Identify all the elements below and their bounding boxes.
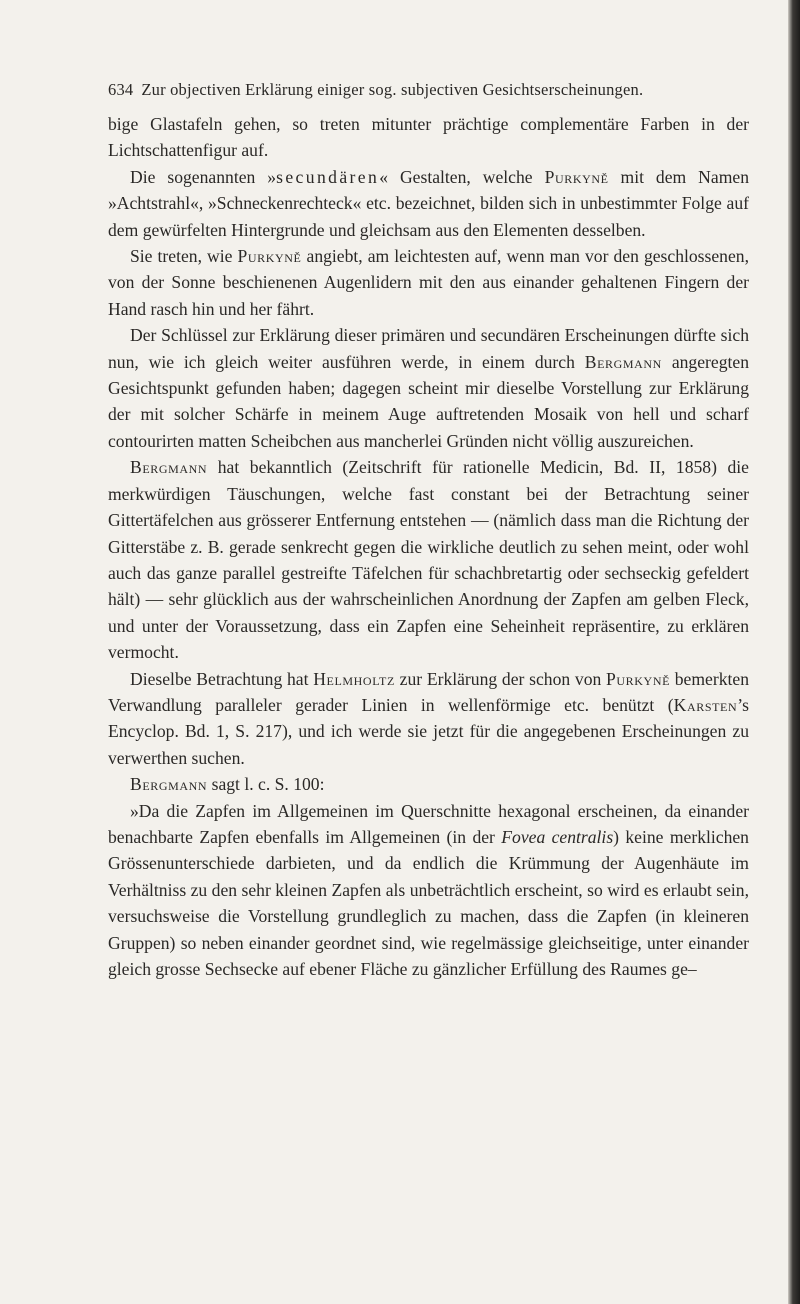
paragraph-8: »Da die Zapfen im Allgemeinen im Querschnitte hexagonal erscheinen, da einander benachbarte Zapfen ebenfalls im Allgemeinen (in der Fovea centralis) keine merklichen Grössenunterschiede darbieten, und da endlich die Krümmung der Augenhäute im Verhältniss zu den sehr kleinen Zapfen als unbeträchtlich erscheint, so wird es erlaubt sein, versuchsweise die Vorstellung grundleglich zu machen, dass die Zapfen (in kleineren Gruppen) so neben einander geordnet sind, wie regelmässige gleichseitige, unter einander gleich grosse Sechsecke auf ebener Fläche zu gänzlicher Erfüllung des Raumes ge–	[108, 800, 749, 979]
body-text	[108, 111, 749, 982]
paragraph-4: Der Schlüssel zur Erklärung dieser primären und secundären Erscheinungen dürfte sich nun, wie ich gleich weiter ausführen werde, in einem durch Bergmann angeregten Gesichtspunkt gefunden haben; dagegen scheint mir dieselbe Vorstellung zur Erklärung der mit solcher Schärfe in meinem Auge auftretenden Mosaik von hell und scharf contourirten matten Scheibchen aus mancherlei Gründen nicht völlig auszureichen.	[108, 325, 749, 451]
page-number: 634	[108, 80, 134, 99]
paragraph-7: Bergmann sagt l. c. S. 100:	[130, 774, 325, 795]
paragraph-1: bige Glastafeln gehen, so treten mitunter prächtige complementäre Farben in der Lichtschattenfigur auf.	[108, 114, 749, 161]
running-title: Zur objectiven Erklärung einiger sog. subjectiven Gesichtserscheinungen.	[141, 80, 644, 99]
page-edge-shadow	[788, 0, 800, 1304]
author-name: Helmholtz	[313, 668, 395, 689]
running-head	[108, 80, 748, 100]
paragraph-2: Die sogenannten »secundären« Gestalten, welche Purkyně mit dem Namen »Achtstrahl«, »Schneckenrechteck« etc. bezeichnet, bilden sich in unbestimmter Folge auf dem gewürfelten Hintergrunde und gleichsam aus den Elementen desselben.	[108, 166, 749, 240]
paragraph-3: Sie treten, wie Purkyně angiebt, am leichtesten auf, wenn man vor den geschlossenen, von der Sonne beschienenen Augenlidern mit den aus einander gehaltenen Fingern der Hand rasch hin und her fährt.	[108, 246, 749, 319]
author-name: Purkyně	[544, 166, 609, 187]
author-name: Bergmann	[130, 774, 208, 795]
latin-term: Fovea centralis	[501, 826, 614, 847]
paragraph-5: Bergmann hat bekanntlich (Zeitschrift für rationelle Medicin, Bd. II, 1858) die merkwürdigen Täuschungen, welche fast constant bei der Betrachtung seiner Gittertäfelchen aus grösserer Entfernung entstehen — (nämlich dass man die Richtung der Gitterstäbe z. B. gerade senkrecht gegen die wirkliche deutlich zu sehen meint, oder wohl auch das ganze parallel gestreifte Täfelchen für schachbretartig oder sechseckig gefeldert hält) — sehr glücklich aus der wahrscheinlichen Anordnung der Zapfen am gelben Fleck, und unter der Voraussetzung, dass ein Zapfen eine Seheinheit repräsentire, zu erklären vermocht.	[108, 457, 749, 663]
author-name: Bergmann	[130, 457, 208, 478]
author-name: Bergmann	[584, 351, 662, 372]
author-name: Karsten	[673, 694, 738, 715]
paragraph-6: Dieselbe Betrachtung hat Helmholtz zur Erklärung der schon von Purkyně bemerkten Verwandlung paralleler gerader Linien in wellenförmige etc. benützt (Karsten’s Encyclop. Bd. 1, S. 217), und ich werde sie jetzt für die angegebenen Erscheinungen zu verwerthen suchen.	[108, 668, 749, 768]
author-name: Purkyně	[237, 246, 302, 267]
author-name: Purkyně	[606, 668, 671, 689]
